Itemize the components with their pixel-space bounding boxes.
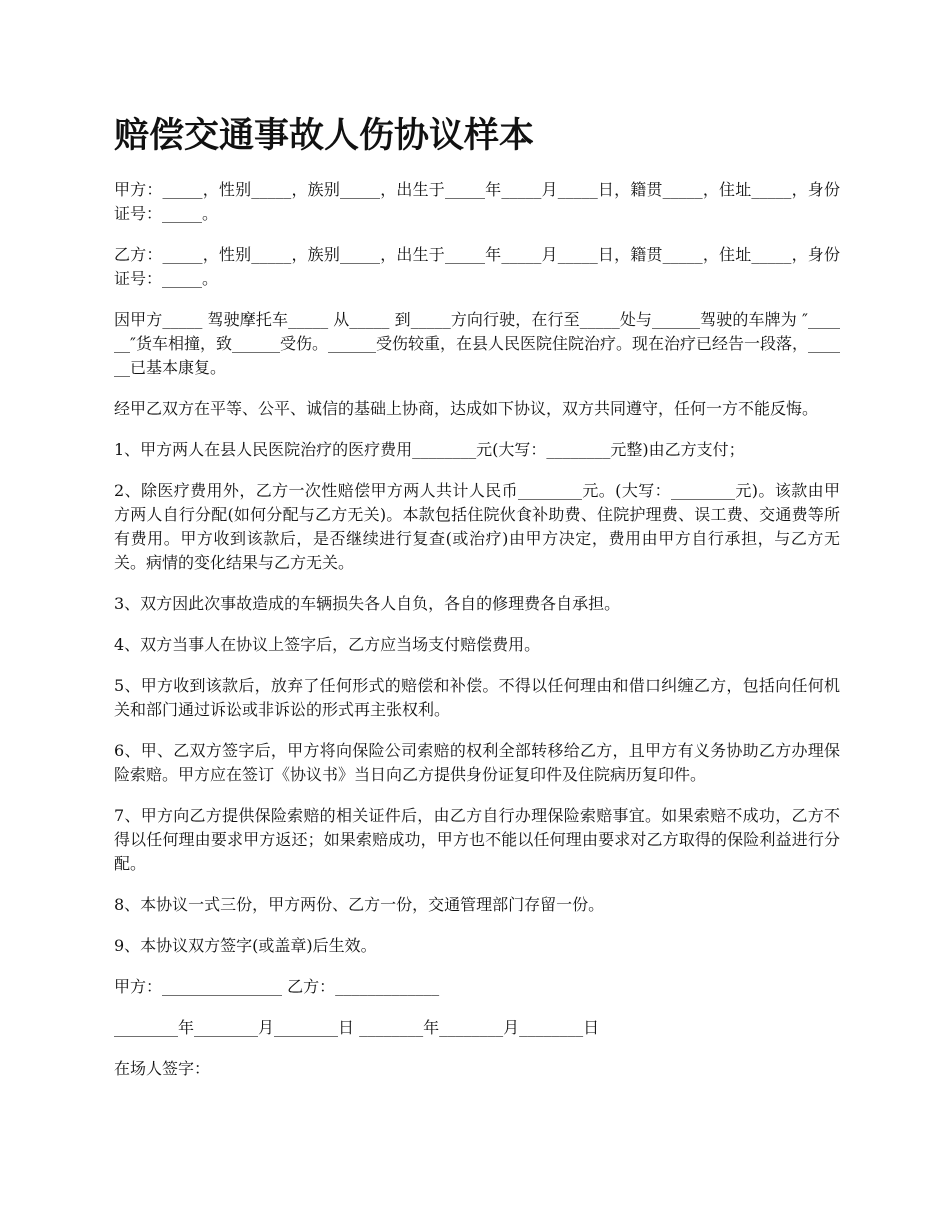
document-title: 赔偿交通事故人伤协议样本 — [114, 115, 535, 156]
clause-8: 8、本协议一式三份，甲方两份、乙方一份，交通管理部门存留一份。 — [114, 895, 605, 914]
clause-2: 2、除医疗费用外，乙方一次性赔偿甲方两人共计人民币________元。(大写：________元)。该款由甲方两人自行分配(如何分配与乙方无关)。本款包括住院伙食补助费、住院护理费、误工费、交通费等所有费用。甲方收到该款后，是否继续进行复查(或治疗)由甲方决定，费用由甲方自行承担，与乙方无关。病情的变化结果与乙方无关。 — [114, 481, 840, 572]
witness-signature-label: 在场人签字： — [114, 1059, 211, 1078]
clause-4: 4、双方当事人在协议上签字后，乙方应当场支付赔偿费用。 — [114, 635, 541, 654]
date-line: ________年________月________日 ________年________月________日 — [114, 1018, 600, 1037]
signature-line: 甲方：_______________ 乙方：_____________ — [114, 977, 440, 996]
clause-9: 9、本协议双方签字(或盖章)后生效。 — [114, 936, 377, 955]
clause-7: 7、甲方向乙方提供保险索赔的相关证件后，由乙方自行办理保险索赔事宜。如果索赔不成功，乙方不得以任何理由要求甲方返还；如果索赔成功，甲方也不能以任何理由要求对乙方取得的保险利益进行分配。 — [114, 806, 840, 873]
agreement-document — [114, 110, 840, 1098]
clause-6: 6、甲、乙双方签字后，甲方将向保险公司索赔的权利全部转移给乙方，且甲方有义务协助乙方办理保险索赔。甲方应在签订《协议书》当日向乙方提供身份证复印件及住院病历复印件。 — [114, 741, 840, 784]
party-b-info: 乙方：_____，性别_____，族别_____，出生于_____年_____月_____日，籍贯_____，住址_____，身份证号：_____。 — [114, 245, 840, 288]
agreement-preamble: 经甲乙双方在平等、公平、诚信的基础上协商，达成如下协议，双方共同遵守，任何一方不能反悔。 — [114, 399, 819, 418]
clause-1: 1、甲方两人在县人民医院治疗的医疗费用________元(大写：________元整)由乙方支付； — [114, 440, 745, 459]
clause-3: 3、双方因此次事故造成的车辆损失各人自负，各自的修理费各自承担。 — [114, 594, 621, 613]
clause-5: 5、甲方收到该款后，放弃了任何形式的赔偿和补偿。不得以任何理由和借口纠缠乙方，包括向任何机关和部门通过诉讼或非诉讼的形式再主张权利。 — [114, 676, 840, 719]
party-a-info: 甲方：_____，性别_____，族别_____，出生于_____年_____月_____日，籍贯_____，住址_____，身份证号：_____。 — [114, 180, 840, 223]
accident-description: 因甲方_____ 驾驶摩托车_____ 从_____ 到_____方向行驶，在行至_____处与______驾驶的车牌为 ″______″货车相撞，致______受伤。______受伤较重，在县人民医院住院治疗。现在治疗已经告一段落，______已基本康复。 — [114, 310, 840, 377]
